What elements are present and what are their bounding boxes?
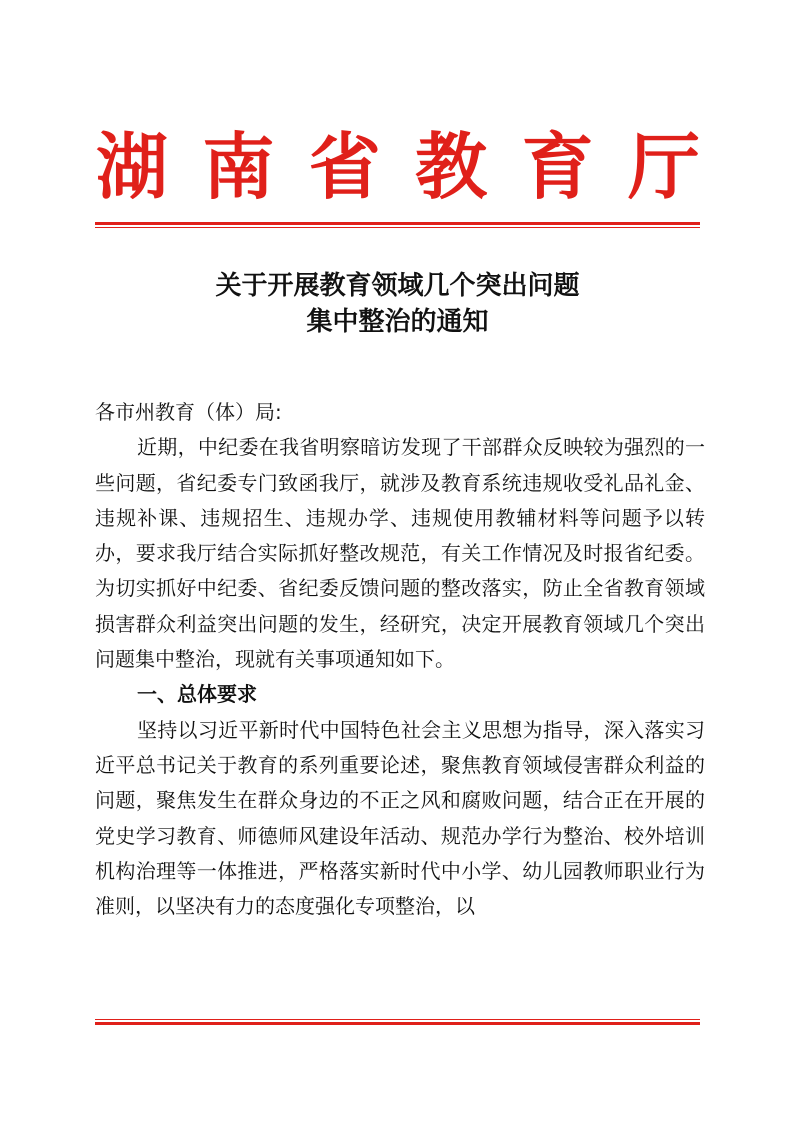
- letterhead-char: 南: [202, 124, 275, 209]
- title-line-1: 关于开展教育领域几个突出问题: [215, 271, 580, 301]
- letterhead-divider-thin: [95, 227, 700, 228]
- letterhead-char: 湖: [96, 124, 169, 209]
- letterhead-title: [96, 122, 700, 212]
- document-title: [95, 268, 700, 340]
- footer-divider-thick: [95, 1022, 700, 1025]
- document-body: [95, 395, 705, 924]
- letterhead-char: 教: [415, 124, 488, 209]
- title-line-2: 集中整治的通知: [306, 307, 489, 337]
- letterhead-char: 省: [308, 124, 381, 209]
- letterhead-divider-thick: [95, 222, 700, 225]
- salutation: 各市州教育（体）局:: [95, 400, 282, 424]
- section-heading: 一、总体要求: [137, 682, 257, 707]
- letterhead-char: 育: [521, 124, 594, 209]
- paragraph-requirements: 坚持以习近平新时代中国特色社会主义思想为指导，深入落实习近平总书记关于教育的系列重要论述，聚焦教育领域侵害群众利益的问题，聚焦发生在群众身边的不正之风和腐败问题，结合正在开展的党史学习教育、师德师风建设年活动、规范办学行为整治、校外培训机构治理等一体推进，严格落实新时代中小学、幼儿园教师职业行为准则，以坚决有力的态度强化专项整治，以: [95, 717, 705, 919]
- footer-divider-thin: [95, 1019, 700, 1020]
- letterhead-char: 厅: [627, 124, 700, 209]
- paragraph-intro: 近期，中纪委在我省明察暗访发现了干部群众反映较为强烈的一些问题，省纪委专门致函我厅，就涉及教育系统违规收受礼品礼金、违规补课、违规招生、违规办学、违规使用教辅材料等问题予以转办，要求我厅结合实际抓好整改规范，有关工作情况及时报省纪委。为切实抓好中纪委、省纪委反馈问题的整改落实，防止全省教育领域损害群众利益突出问题的发生，经研究，决定开展教育领域几个突出问题集中整治，现就有关事项通知如下。: [95, 435, 705, 672]
